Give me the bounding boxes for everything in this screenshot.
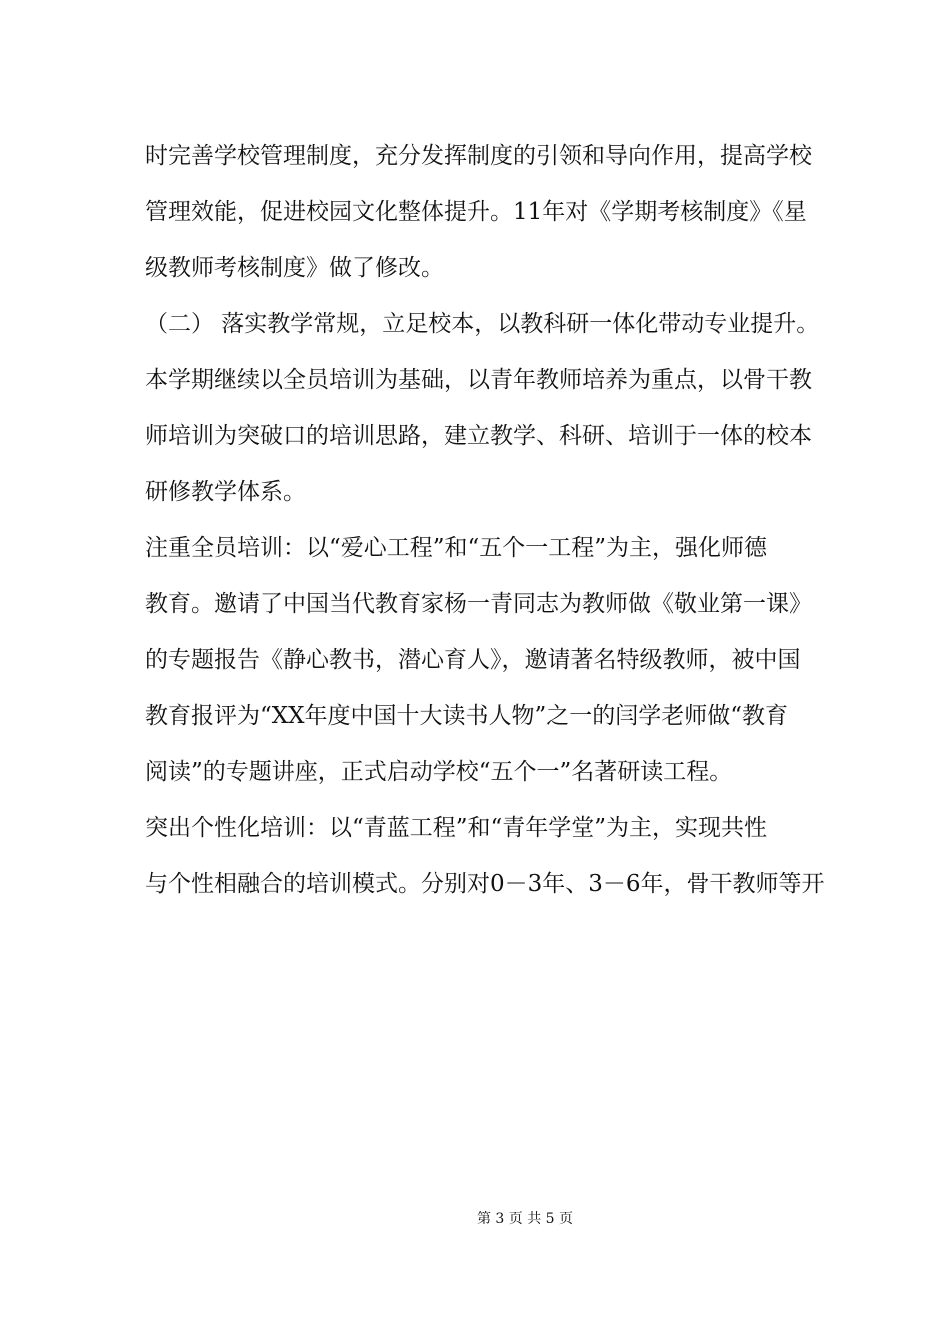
body-text <box>145 134 825 918</box>
text-line: 本学期继续以全员培训为基础，以青年教师培养为重点，以骨干教 <box>145 367 812 393</box>
text-line: 与个性相融合的培训模式。分别对0－3年、3－6年，骨干教师等开 <box>145 871 825 897</box>
section-heading: （二） 落实教学常规，立足校本，以教科研一体化带动专业提升。 <box>145 311 820 337</box>
text-line: 注重全员培训：以“爱心工程”和“五个一工程”为主，强化师德 <box>145 535 768 561</box>
text-line: 师培训为突破口的培训思路，建立教学、科研、培训于一体的校本 <box>145 423 812 449</box>
text-line: 级教师考核制度》做了修改。 <box>145 255 444 281</box>
page-number: 第 3 页 共 5 页 <box>476 1211 574 1227</box>
text-line: 教育报评为“XX年度中国十大读书人物”之一的闫学老师做“教育 <box>145 703 789 729</box>
text-line: 阅读”的专题讲座，正式启动学校“五个一”名著研读工程。 <box>145 759 733 785</box>
text-line: 突出个性化培训：以“青蓝工程”和“青年学堂”为主，实现共性 <box>145 815 768 841</box>
text-line: 管理效能，促进校园文化整体提升。11年对《学期考核制度》《星 <box>145 199 807 225</box>
text-line: 时完善学校管理制度，充分发挥制度的引领和导向作用，提高学校 <box>145 143 812 169</box>
text-line: 的专题报告《静心教书，潜心育人》，邀请著名特级教师，被中国 <box>145 647 801 673</box>
text-line: 研修教学体系。 <box>145 479 306 505</box>
text-line: 教育。邀请了中国当代教育家杨一青同志为教师做《敬业第一课》 <box>145 591 812 617</box>
